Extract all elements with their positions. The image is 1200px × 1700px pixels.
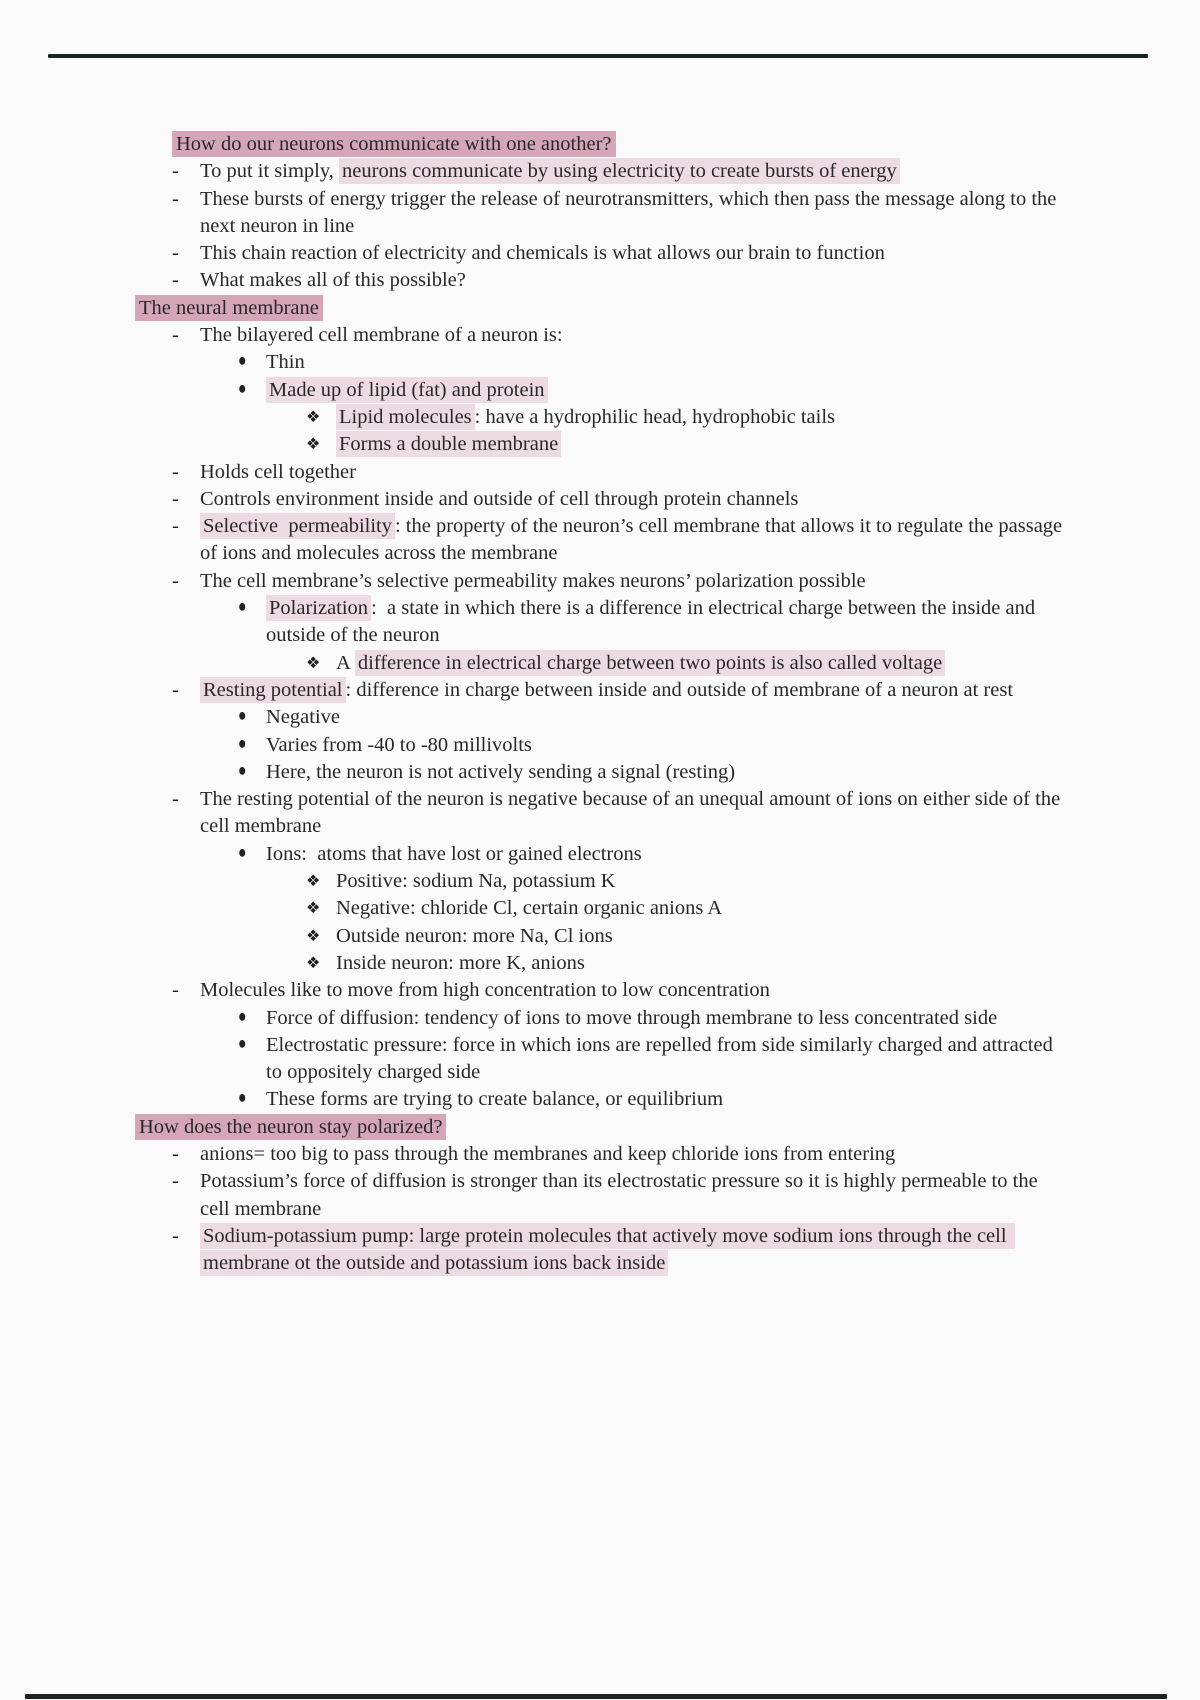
note-line xyxy=(172,486,1200,513)
dash-bullet-icon: - xyxy=(172,242,179,265)
circle-bullet-icon: ● xyxy=(238,761,247,782)
dash-bullet-icon: - xyxy=(172,1142,179,1165)
note-line xyxy=(172,677,1200,704)
note-run-highlighted: Made up of lipid (fat) and protein xyxy=(266,377,548,403)
note-text xyxy=(200,513,1068,568)
diamond-bullet-icon: ❖ xyxy=(306,873,321,891)
note-text xyxy=(200,1168,1068,1223)
note-run: Holds cell together xyxy=(200,460,356,483)
circle-bullet-icon: ● xyxy=(238,1007,247,1027)
top-rule xyxy=(48,54,1148,58)
note-run: Negative xyxy=(266,706,340,729)
circle-bullet-icon: ● xyxy=(238,843,247,864)
note-run: Negative: chloride Cl, certain organic anions A xyxy=(336,897,723,920)
dash-bullet-icon: - xyxy=(172,1170,179,1193)
note-run-highlighted: difference in electrical charge between two points is also called voltage xyxy=(355,650,945,676)
note-text xyxy=(200,786,1068,841)
circle-bullet-icon: ● xyxy=(238,352,247,372)
note-text xyxy=(200,977,770,1004)
note-text xyxy=(200,158,900,185)
note-line xyxy=(172,186,1200,241)
note-line xyxy=(306,923,1200,950)
dash-bullet-icon: - xyxy=(172,569,179,592)
note-line xyxy=(238,1086,1200,1113)
note-text xyxy=(200,486,798,513)
note-text xyxy=(266,595,1066,650)
note-run: Controls environment inside and outside of cell through protein channels xyxy=(200,487,799,510)
note-text xyxy=(200,186,1068,241)
bottom-rule xyxy=(25,1694,1167,1699)
note-run-highlighted: neurons communicate by using electricity to create bursts of energy xyxy=(339,158,900,184)
dash-bullet-icon: - xyxy=(172,269,179,292)
note-line xyxy=(172,568,1200,595)
note-text xyxy=(336,923,613,950)
note-run: To put it simply, xyxy=(200,160,340,183)
note-line xyxy=(238,841,1200,868)
note-run: These bursts of energy trigger the release of neurotransmitters, which then pass the message along to the next neuron in line xyxy=(200,187,1062,237)
note-line xyxy=(306,895,1200,922)
note-run-highlighted: Forms a double membrane xyxy=(336,431,561,457)
note-text xyxy=(266,732,532,759)
note-run: : a state in which there is a difference in electrical charge between the inside and outside of the neuron xyxy=(266,597,1041,647)
note-line xyxy=(172,131,1200,158)
dash-bullet-icon: - xyxy=(172,1224,179,1247)
note-text xyxy=(266,841,642,868)
diamond-bullet-icon: ❖ xyxy=(306,436,321,454)
dash-bullet-icon: - xyxy=(172,515,179,538)
note-text xyxy=(266,377,548,404)
note-run: Positive: sodium Na, potassium K xyxy=(336,870,616,893)
note-run: : have a hydrophilic head, hydrophobic tails xyxy=(474,405,836,428)
note-run-highlighted: Selective permeability xyxy=(200,513,395,539)
note-run-highlighted: How do our neurons communicate with one another? xyxy=(172,131,616,157)
note-text xyxy=(336,950,585,977)
note-run: The resting potential of the neuron is negative because of an unequal amount of ions on either side of the cell membrane xyxy=(200,788,1066,838)
note-text xyxy=(266,1032,1066,1087)
diamond-bullet-icon: ❖ xyxy=(306,654,321,672)
note-line xyxy=(172,513,1200,568)
note-line xyxy=(172,240,1200,267)
note-text xyxy=(200,1223,1068,1278)
note-run: Electrostatic pressure: force in which ions are repelled from side similarly charged and attracted to oppositely charged side xyxy=(266,1033,1058,1084)
dash-bullet-icon: - xyxy=(172,187,179,210)
note-line xyxy=(172,1141,1200,1168)
note-run-highlighted: The neural membrane xyxy=(135,295,323,321)
note-text xyxy=(336,895,722,922)
note-text xyxy=(266,759,735,786)
note-run: : difference in charge between inside and outside of membrane of a neuron at rest xyxy=(345,678,1014,701)
dash-bullet-icon: - xyxy=(172,979,179,1002)
note-run-highlighted: How does the neuron stay polarized? xyxy=(135,1114,446,1140)
note-line xyxy=(306,404,1200,431)
note-line xyxy=(172,158,1200,185)
circle-bullet-icon: ● xyxy=(238,597,247,618)
note-text xyxy=(200,459,356,486)
note-text xyxy=(336,650,945,677)
dash-bullet-icon: - xyxy=(172,460,179,483)
note-run: : the property of the neuron’s cell membrane that allows it to regulate the passage of ions and molecules across the membrane xyxy=(200,515,1068,565)
note-run-highlighted: Lipid molecules xyxy=(336,404,475,430)
dash-bullet-icon: - xyxy=(172,160,179,183)
note-text xyxy=(266,1086,723,1113)
note-line xyxy=(135,295,1200,322)
note-line xyxy=(306,950,1200,977)
notes-document xyxy=(0,131,1200,1277)
note-run: Force of diffusion: tendency of ions to move through membrane to less concentrated side xyxy=(266,1006,998,1029)
note-run: Potassium’s force of diffusion is stronger than its electrostatic pressure so it is highly permeable to the cell membrane xyxy=(200,1170,1043,1220)
dash-bullet-icon: - xyxy=(172,678,179,701)
note-run: These forms are trying to create balance, or equilibrium xyxy=(266,1088,724,1111)
note-line xyxy=(238,349,1200,376)
note-text xyxy=(266,1005,997,1032)
note-line xyxy=(306,431,1200,458)
note-run: The bilayered cell membrane of a neuron is: xyxy=(200,324,563,347)
note-text xyxy=(200,1141,895,1168)
note-text xyxy=(200,677,1013,704)
dash-bullet-icon: - xyxy=(172,487,179,510)
note-run-highlighted: Polarization xyxy=(266,595,371,621)
note-line xyxy=(172,977,1200,1004)
note-text xyxy=(135,295,323,322)
note-line xyxy=(172,459,1200,486)
diamond-bullet-icon: ❖ xyxy=(306,900,321,918)
note-run: Molecules like to move from high concentration to low concentration xyxy=(200,979,770,1002)
note-line xyxy=(172,786,1200,841)
note-run: Inside neuron: more K, anions xyxy=(336,951,585,974)
circle-bullet-icon: ● xyxy=(238,707,247,727)
note-line xyxy=(238,377,1200,404)
circle-bullet-icon: ● xyxy=(238,379,247,400)
note-text xyxy=(200,568,866,595)
dash-bullet-icon: - xyxy=(172,788,179,811)
note-line xyxy=(238,704,1200,731)
note-run: Varies from -40 to -80 millivolts xyxy=(266,733,532,756)
note-text xyxy=(135,1114,446,1141)
circle-bullet-icon: ● xyxy=(238,1034,247,1055)
diamond-bullet-icon: ❖ xyxy=(306,408,321,426)
note-run-highlighted: Sodium-potassium pump: large protein molecules that actively move sodium ions through the cell membrane ot the outside and potassium ions back inside xyxy=(200,1223,1015,1276)
note-line xyxy=(238,1032,1200,1087)
note-text xyxy=(336,431,561,458)
note-text xyxy=(200,240,885,267)
note-run-highlighted: Resting potential xyxy=(200,677,346,703)
note-line xyxy=(172,267,1200,294)
note-run: Thin xyxy=(266,351,305,374)
note-run: This chain reaction of electricity and chemicals is what allows our brain to function xyxy=(200,242,885,265)
note-line xyxy=(306,868,1200,895)
note-run: What makes all of this possible? xyxy=(200,269,466,292)
note-line xyxy=(238,732,1200,759)
note-line xyxy=(135,1114,1200,1141)
note-line xyxy=(306,650,1200,677)
note-run: Outside neuron: more Na, Cl ions xyxy=(336,924,613,947)
note-run: A xyxy=(336,651,355,674)
circle-bullet-icon: ● xyxy=(238,734,247,754)
dash-bullet-icon: - xyxy=(172,324,179,347)
note-line xyxy=(238,1005,1200,1032)
note-line xyxy=(172,322,1200,349)
note-run: Here, the neuron is not actively sending a signal (resting) xyxy=(266,760,736,783)
note-run: The cell membrane’s selective permeability makes neurons’ polarization possible xyxy=(200,569,866,592)
note-text xyxy=(172,131,616,158)
note-line xyxy=(172,1223,1200,1278)
note-text xyxy=(266,704,340,731)
circle-bullet-icon: ● xyxy=(238,1089,247,1109)
note-run: Ions: atoms that have lost or gained electrons xyxy=(266,842,642,865)
note-text xyxy=(266,349,305,376)
note-line xyxy=(238,759,1200,786)
note-line xyxy=(172,1168,1200,1223)
diamond-bullet-icon: ❖ xyxy=(306,927,321,945)
note-text xyxy=(336,404,835,431)
diamond-bullet-icon: ❖ xyxy=(306,954,321,972)
note-text xyxy=(336,868,616,895)
note-text xyxy=(200,267,466,294)
note-line xyxy=(238,595,1200,650)
note-run: anions= too big to pass through the membranes and keep chloride ions from entering xyxy=(200,1142,896,1165)
